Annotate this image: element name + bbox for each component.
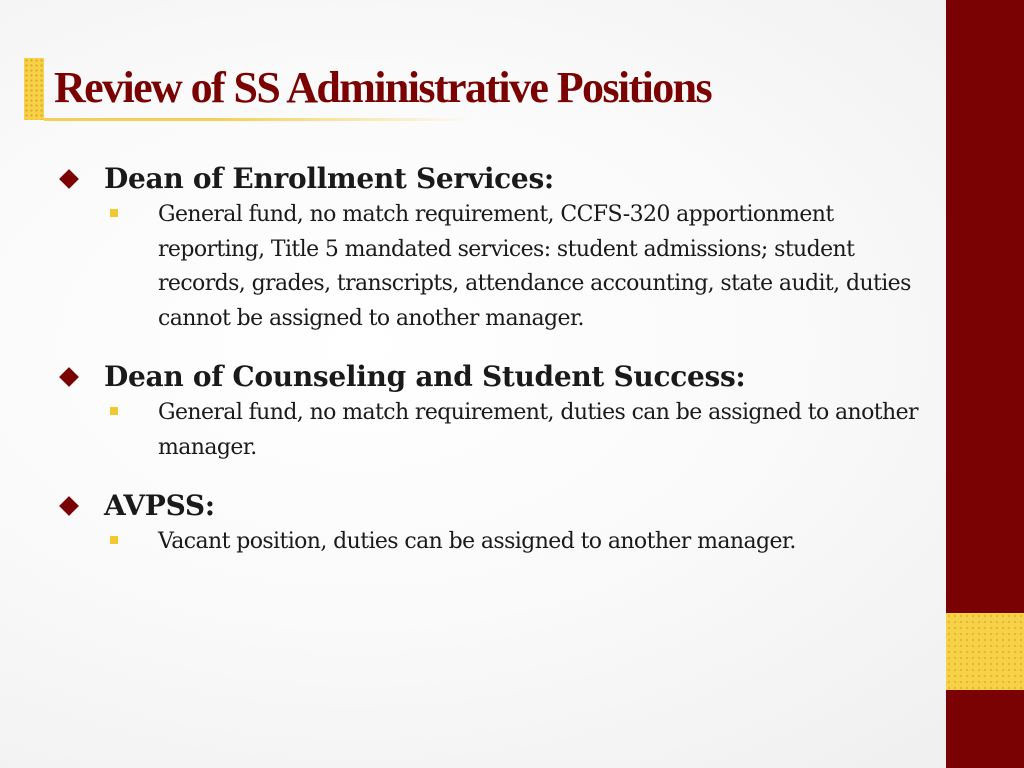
section-dean-counseling xyxy=(60,358,920,465)
sub-bullet-text: General fund, no match requirement, duties can be assigned to another manager. xyxy=(158,400,918,460)
heading-text: Dean of Enrollment Services: xyxy=(104,162,554,195)
diamond-bullet-icon xyxy=(59,367,79,387)
sub-bullet-text: General fund, no match requirement, CCFS-320 apportionment reporting, Title 5 mandated services: student admissions; student records, grades, transcripts, attendance accounting, state audit, duties cannot be assigned to another manager. xyxy=(158,202,911,331)
title-underline xyxy=(44,118,474,121)
title-accent-marker xyxy=(24,58,44,120)
square-bullet-icon xyxy=(110,407,118,415)
slide-content xyxy=(60,160,920,582)
slide-title: Review of SS Administrative Positions xyxy=(54,63,712,112)
section-dean-enrollment xyxy=(60,160,920,336)
section-avpss xyxy=(60,487,920,560)
right-side-accent-block xyxy=(946,613,1024,690)
bullet-heading xyxy=(60,487,920,525)
diamond-bullet-icon xyxy=(59,169,79,189)
sub-bullet-text: Vacant position, duties can be assigned to another manager. xyxy=(158,529,796,554)
bullet-heading xyxy=(60,160,920,198)
diamond-bullet-icon xyxy=(59,496,79,516)
square-bullet-icon xyxy=(110,536,118,544)
bullet-heading xyxy=(60,358,920,396)
sub-bullet xyxy=(60,525,920,560)
heading-text: AVPSS: xyxy=(104,489,215,522)
heading-text: Dean of Counseling and Student Success: xyxy=(104,360,746,393)
sub-bullet xyxy=(60,198,920,336)
square-bullet-icon xyxy=(110,209,118,217)
sub-bullet xyxy=(60,396,920,465)
